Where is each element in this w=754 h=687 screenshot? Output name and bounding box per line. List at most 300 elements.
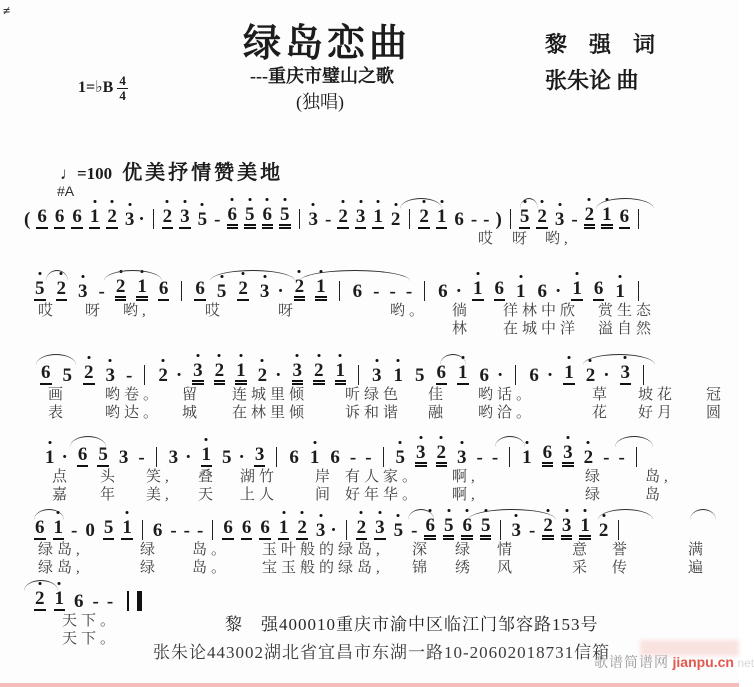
octave-dot bbox=[38, 272, 41, 275]
duration-dash: - bbox=[603, 447, 610, 468]
octave-dot bbox=[476, 272, 479, 275]
note: 1 bbox=[53, 518, 65, 540]
duration-dash: - bbox=[325, 209, 332, 230]
note: 3 bbox=[259, 282, 271, 301]
system-5 bbox=[0, 507, 739, 576]
lyric-segment: 绿岛, bbox=[38, 542, 84, 558]
duration-dash: - bbox=[92, 591, 99, 612]
augmentation-dot: · bbox=[497, 365, 504, 386]
note: 6 bbox=[223, 517, 233, 538]
lyric-segment: 呀 bbox=[512, 231, 532, 247]
note: 2 bbox=[294, 277, 306, 301]
octave-dot bbox=[360, 511, 363, 514]
note: 5 bbox=[98, 444, 108, 465]
duration-dash: - bbox=[106, 591, 114, 612]
lyric-segment: 意 bbox=[572, 542, 592, 558]
lyric-segment: 间 bbox=[315, 487, 335, 503]
duration-dash: - bbox=[138, 447, 145, 468]
augmentation-dot: · bbox=[603, 365, 610, 386]
note: 2 bbox=[536, 207, 548, 229]
note: 2 bbox=[34, 589, 46, 611]
note: 6 bbox=[158, 278, 169, 299]
lyric-segment: 天下。 bbox=[62, 631, 120, 647]
lyric-segment: 誉 bbox=[612, 542, 632, 558]
song-title: 绿岛恋曲 bbox=[243, 23, 412, 65]
phrase-paren: ( bbox=[24, 209, 31, 230]
composer-address: 张朱论443002湖北省宜昌市东湖一路10-20602018731信箱 bbox=[153, 643, 611, 662]
note: 6 bbox=[461, 516, 473, 540]
system-1 bbox=[0, 196, 739, 247]
lyric-segment: 绿 bbox=[585, 487, 605, 503]
section-marker: #A bbox=[57, 183, 75, 199]
octave-dot bbox=[519, 275, 522, 278]
octave-dot bbox=[447, 509, 450, 512]
octave-dot bbox=[547, 509, 550, 512]
duration-dash: - bbox=[491, 447, 499, 468]
lyric-segment: 天 bbox=[198, 487, 218, 503]
lyric-segment: 年 bbox=[100, 487, 120, 503]
composer-credit: 张朱论 曲 bbox=[545, 68, 639, 93]
note: 2 bbox=[390, 210, 402, 229]
duration-dash: - bbox=[349, 447, 357, 468]
octave-dot bbox=[317, 354, 320, 357]
note: 5 bbox=[222, 447, 232, 468]
note: 1 bbox=[278, 518, 290, 540]
note: 3 bbox=[415, 443, 427, 467]
duration-dash: - bbox=[170, 520, 177, 541]
duration-dash: - bbox=[126, 365, 133, 386]
lyric-segment: 好月 bbox=[638, 405, 677, 421]
note: 6 bbox=[593, 278, 604, 299]
note: 2 bbox=[157, 366, 169, 385]
note: 6 bbox=[619, 206, 630, 227]
note: 3 bbox=[315, 521, 327, 540]
barline bbox=[515, 365, 516, 385]
duration-dash: - bbox=[476, 447, 483, 468]
octave-dot bbox=[218, 354, 221, 357]
lyric-segment: 哟, bbox=[123, 303, 150, 319]
note: 2 bbox=[237, 279, 249, 301]
lyric-segment: 哟达。 bbox=[105, 405, 163, 421]
barline bbox=[510, 209, 511, 229]
note: 2 bbox=[296, 518, 308, 540]
octave-dot bbox=[248, 198, 251, 201]
duration-dash: - bbox=[365, 447, 372, 468]
note: 1 bbox=[372, 207, 384, 229]
lyric-segment: 城 bbox=[182, 405, 202, 421]
duration-dash: - bbox=[528, 520, 536, 541]
lyric-segment: 采 bbox=[572, 560, 592, 576]
duration-dash: - bbox=[618, 447, 625, 468]
lyric-segment: 哟话。 bbox=[478, 387, 536, 403]
lyric-segment: 哟, bbox=[545, 231, 572, 247]
octave-dot bbox=[313, 441, 316, 444]
barline bbox=[638, 281, 639, 301]
note: 6 bbox=[352, 281, 363, 302]
lyric-segment: 美, bbox=[146, 487, 173, 503]
time-signature-top: 4 bbox=[119, 73, 126, 88]
barline bbox=[276, 447, 277, 467]
system-2 bbox=[0, 268, 739, 337]
watermark-suffix: net bbox=[737, 656, 754, 670]
octave-dot bbox=[298, 270, 301, 273]
note: 6 bbox=[35, 517, 45, 538]
octave-dot bbox=[339, 354, 342, 357]
note: 3 bbox=[374, 518, 386, 540]
lyric-segment: 深 bbox=[412, 542, 432, 558]
barline bbox=[339, 281, 340, 301]
lyric-segment: 风 bbox=[497, 560, 517, 576]
barline bbox=[212, 520, 213, 540]
lyric-segment: 哎 bbox=[205, 303, 225, 319]
lyric-segment: 传 bbox=[612, 560, 632, 576]
lyric-segment: 花 bbox=[592, 405, 612, 421]
note: 2 bbox=[418, 207, 430, 229]
note: 6 bbox=[438, 281, 448, 302]
note: 3 bbox=[510, 521, 522, 540]
octave-dot bbox=[397, 514, 400, 517]
lyric-segment: 上人 bbox=[240, 487, 279, 503]
note: 5 bbox=[480, 516, 492, 540]
note: 1 bbox=[315, 277, 327, 301]
note: 5 bbox=[34, 279, 46, 301]
lyric-segment: 嘉 bbox=[52, 487, 72, 503]
lyric-segment: 听绿色 bbox=[345, 387, 403, 403]
note: 6 bbox=[494, 278, 504, 299]
lyric-segment: 徜 bbox=[452, 303, 472, 319]
lyric-segment: 玉叶般的绿岛, bbox=[262, 542, 384, 558]
octave-dot bbox=[231, 198, 234, 201]
lyric-segment: 留 bbox=[182, 387, 202, 403]
lyric-segment: 满 bbox=[688, 542, 708, 558]
lyric-segment: 好年华。 bbox=[345, 487, 422, 503]
octave-dot bbox=[377, 200, 380, 203]
note: 6 bbox=[72, 206, 82, 227]
note: 2 bbox=[214, 361, 226, 385]
lyric-segment: 绣 bbox=[455, 560, 475, 576]
octave-dot bbox=[205, 438, 208, 441]
note: 1 bbox=[579, 516, 591, 540]
note: 3 bbox=[371, 366, 383, 385]
duration-dash: - bbox=[71, 520, 78, 541]
system-3 bbox=[0, 352, 739, 421]
octave-dot bbox=[48, 441, 51, 444]
octave-dot bbox=[565, 509, 568, 512]
octave-dot bbox=[183, 200, 186, 203]
lyric-segment: 赏生态 bbox=[598, 303, 656, 319]
note: 2 bbox=[356, 518, 368, 540]
augmentation-dot: · bbox=[330, 520, 337, 541]
note: 6 bbox=[37, 206, 47, 227]
lyric-segment: 绿岛, bbox=[38, 560, 84, 576]
lyric-segment: 草 bbox=[592, 387, 612, 403]
octave-dot bbox=[93, 200, 96, 203]
lyric-segment: 有人家。 bbox=[345, 469, 422, 485]
note: 1 bbox=[472, 279, 484, 301]
lyric-segment: 天下。 bbox=[62, 613, 120, 629]
note: 5 bbox=[395, 448, 407, 467]
duration-dash: - bbox=[98, 281, 105, 302]
bottom-border-band bbox=[0, 683, 739, 687]
lyric-segment: 点 bbox=[52, 469, 72, 485]
barline bbox=[424, 281, 425, 301]
note: 3 bbox=[561, 516, 573, 540]
octave-dot bbox=[312, 203, 315, 206]
barline bbox=[299, 209, 300, 229]
duration-dash: - bbox=[373, 281, 380, 302]
note: 6 bbox=[479, 365, 490, 386]
note: 2 bbox=[584, 205, 596, 229]
octave-dot bbox=[525, 441, 528, 444]
barline bbox=[358, 365, 359, 385]
note: 2 bbox=[585, 366, 597, 385]
note: 5 bbox=[244, 205, 256, 229]
note: 1 bbox=[201, 445, 213, 467]
note: 6 bbox=[454, 209, 464, 230]
barline bbox=[618, 520, 619, 540]
note: 2 bbox=[313, 361, 325, 385]
note: 2 bbox=[106, 207, 118, 229]
note: 1 bbox=[436, 207, 448, 229]
barline bbox=[153, 209, 154, 229]
octave-dot bbox=[87, 356, 90, 359]
octave-dot bbox=[296, 354, 299, 357]
note: 2 bbox=[337, 207, 349, 229]
octave-dot bbox=[419, 436, 422, 439]
octave-dot bbox=[460, 441, 463, 444]
lyric-segment: 哟。 bbox=[390, 303, 429, 319]
octave-dot bbox=[282, 511, 285, 514]
lyric-segment: 在城中洋 bbox=[503, 321, 580, 337]
octave-dot bbox=[162, 359, 165, 362]
note: 1 bbox=[393, 366, 405, 385]
lyric-segment: 连城里倾 bbox=[232, 387, 309, 403]
augmentation-dot: · bbox=[455, 281, 462, 302]
lyric-segment: 呀 bbox=[85, 303, 105, 319]
lyric-segment: 哎 bbox=[478, 231, 498, 247]
note: 1 bbox=[521, 448, 533, 467]
octave-dot bbox=[111, 200, 114, 203]
note: 1 bbox=[457, 363, 469, 385]
note: 5 bbox=[279, 205, 291, 229]
duration-dash: - bbox=[571, 209, 578, 230]
lyric-segment: 叠 bbox=[198, 469, 218, 485]
lyricist-credit: 黎 强 词 bbox=[545, 32, 656, 57]
duration-dash: - bbox=[214, 209, 221, 230]
octave-dot bbox=[266, 198, 269, 201]
note: 3 bbox=[308, 210, 320, 229]
note: 6 bbox=[152, 520, 163, 541]
note: 0 bbox=[85, 520, 95, 541]
lyric-segment: 头 bbox=[100, 469, 120, 485]
note: 6 bbox=[330, 447, 340, 468]
lyric-segment: 哎 bbox=[38, 303, 58, 319]
lyric-segment: 冠 bbox=[706, 387, 726, 403]
octave-dot bbox=[397, 359, 400, 362]
note: 1 bbox=[121, 518, 133, 540]
note: 5 bbox=[415, 365, 425, 386]
note: 6 bbox=[74, 591, 84, 612]
duration-dash: - bbox=[411, 520, 418, 541]
augmentation-dot: · bbox=[61, 447, 68, 468]
note: 1 bbox=[309, 448, 321, 467]
lyric-segment: 圆 bbox=[706, 405, 726, 421]
octave-dot bbox=[558, 203, 561, 206]
augmentation-dot: · bbox=[238, 447, 245, 468]
lyric-segment: 岛, bbox=[645, 469, 672, 485]
barline bbox=[500, 520, 501, 540]
barline bbox=[156, 447, 157, 467]
octave-dot bbox=[342, 200, 345, 203]
lyric-segment: 哟卷。 bbox=[105, 387, 163, 403]
lyric-segment: 溢自然 bbox=[598, 321, 656, 337]
octave-dot bbox=[399, 441, 402, 444]
lyric-segment: 融 bbox=[428, 405, 448, 421]
note: 5 bbox=[216, 282, 228, 301]
octave-dot bbox=[58, 582, 61, 585]
octave-dot bbox=[588, 198, 591, 201]
note: 6 bbox=[537, 281, 547, 302]
note: 6 bbox=[260, 517, 270, 538]
tempo-mark: ♩=100 bbox=[60, 164, 113, 183]
key-label: 1=♭B bbox=[78, 78, 114, 96]
octave-dot bbox=[576, 272, 579, 275]
octave-dot bbox=[81, 275, 84, 278]
octave-dot bbox=[566, 436, 569, 439]
note: 1 bbox=[601, 205, 613, 229]
lyric-segment: 湖竹 bbox=[240, 469, 279, 485]
note: 3 bbox=[456, 448, 468, 467]
lyric-segment: 岛。 bbox=[192, 560, 231, 576]
lyric-segment: 在林里倾 bbox=[232, 405, 309, 421]
augmentation-dot: · bbox=[275, 365, 282, 386]
lyric-segment: 诉和谐 bbox=[345, 405, 403, 421]
watermark-site-name: 歌谱简谱网 bbox=[594, 656, 669, 671]
augmentation-dot: · bbox=[277, 281, 284, 302]
lyric-segment: 遍 bbox=[688, 560, 708, 576]
note: 1 bbox=[54, 589, 66, 611]
note: 1 bbox=[335, 361, 347, 385]
augmentation-dot: · bbox=[138, 209, 145, 230]
note: 3 bbox=[192, 361, 204, 385]
lyric-segment: 啊, bbox=[452, 487, 479, 503]
note: 2 bbox=[257, 366, 269, 385]
barline bbox=[383, 447, 384, 467]
scan-artifact-mark: ≠ bbox=[3, 3, 11, 18]
note: 6 bbox=[436, 362, 447, 383]
note: 1 bbox=[563, 363, 575, 385]
note: 2 bbox=[598, 521, 610, 540]
duration-dash: - bbox=[405, 281, 413, 302]
note: 6 bbox=[241, 517, 252, 538]
octave-dot bbox=[109, 359, 112, 362]
lyric-segment: 岛 bbox=[645, 487, 665, 503]
note: 6 bbox=[424, 516, 436, 540]
note: 5 bbox=[393, 521, 405, 540]
note: 2 bbox=[436, 443, 448, 467]
final-barline bbox=[127, 591, 142, 611]
expression-text: 优美抒情赞美地 bbox=[122, 162, 284, 184]
watermark-site-url[interactable]: jianpu.cn bbox=[672, 654, 734, 670]
note: 1 bbox=[614, 282, 626, 301]
song-subtitle: ---重庆市璧山之歌 bbox=[250, 66, 394, 86]
note: 5 bbox=[197, 210, 209, 229]
octave-dot bbox=[319, 514, 322, 517]
note: 1 bbox=[571, 279, 583, 301]
performance-note: (独唱) bbox=[296, 92, 344, 112]
lyric-segment: 绿 bbox=[455, 542, 475, 558]
note: 2 bbox=[162, 207, 174, 229]
note: 1 bbox=[136, 277, 148, 301]
lyric-segment: 啊, bbox=[452, 469, 479, 485]
octave-dot bbox=[301, 511, 304, 514]
octave-dot bbox=[166, 200, 169, 203]
system-4 bbox=[0, 434, 739, 503]
note: 5 bbox=[443, 516, 455, 540]
note: 1 bbox=[515, 282, 527, 301]
note: 5 bbox=[62, 365, 72, 386]
lyric-segment: 画 bbox=[48, 387, 68, 403]
octave-dot bbox=[567, 356, 570, 359]
note: 5 bbox=[519, 207, 531, 229]
octave-dot bbox=[359, 200, 362, 203]
lyric-segment: 表 bbox=[48, 405, 68, 421]
note: 1 bbox=[235, 361, 247, 385]
barline bbox=[636, 447, 637, 467]
note: 6 bbox=[227, 205, 239, 229]
duration-dash: - bbox=[183, 520, 190, 541]
octave-dot bbox=[440, 200, 443, 203]
note: 6 bbox=[289, 447, 299, 468]
octave-dot bbox=[584, 509, 587, 512]
note: 3 bbox=[620, 363, 632, 385]
lyric-segment: 林 bbox=[452, 321, 472, 337]
note: 2 bbox=[542, 516, 554, 540]
lyricist-address: 黎 强400010重庆市渝中区临江门邹容路153号 bbox=[225, 615, 599, 634]
barline bbox=[409, 209, 410, 229]
barline bbox=[142, 520, 143, 540]
lyric-segment: 徉林中欣 bbox=[503, 303, 580, 319]
octave-dot bbox=[394, 203, 397, 206]
note: 3 bbox=[355, 207, 367, 229]
octave-dot bbox=[128, 203, 131, 206]
lyric-segment: 绿 bbox=[585, 469, 605, 485]
octave-dot bbox=[283, 198, 286, 201]
note: 3 bbox=[554, 210, 566, 229]
note: 5 bbox=[103, 517, 114, 538]
octave-dot bbox=[541, 200, 544, 203]
note: 3 bbox=[168, 447, 179, 468]
barline bbox=[181, 281, 182, 301]
lyric-segment: 哟洽。 bbox=[478, 405, 536, 421]
duration-dash: - bbox=[196, 520, 204, 541]
note: 6 bbox=[529, 365, 539, 386]
octave-dot bbox=[378, 511, 381, 514]
duration-dash: - bbox=[470, 209, 478, 230]
duration-dash: - bbox=[483, 209, 490, 230]
notation-line bbox=[0, 578, 739, 611]
barline bbox=[643, 365, 644, 385]
octave-dot bbox=[466, 509, 469, 512]
lyric-segment: 岛。 bbox=[192, 542, 231, 558]
note: 6 bbox=[77, 444, 88, 465]
note: 1 bbox=[44, 448, 56, 467]
lyric-segment: 宝玉般的绿岛, bbox=[262, 560, 384, 576]
octave-dot bbox=[619, 275, 622, 278]
note: 2 bbox=[56, 279, 68, 301]
lyric-segment: 情 bbox=[497, 542, 517, 558]
augmentation-dot: · bbox=[185, 447, 192, 468]
